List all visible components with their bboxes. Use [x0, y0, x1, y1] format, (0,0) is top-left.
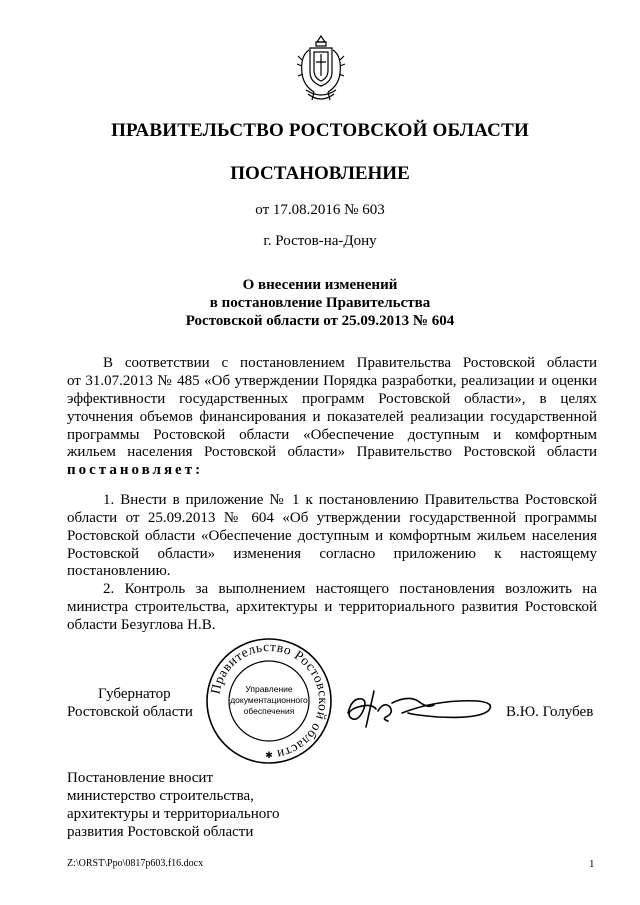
item-1-line: области от 25.09.2013 № 604 «Об утверждении государственной программы: [67, 510, 597, 526]
subject-line: в постановление Правительства: [209, 295, 431, 311]
signatory-name: В.Ю. Голубев: [506, 704, 594, 720]
decree-word: постановляет:: [67, 462, 204, 478]
document-date-number: от 17.08.2016 № 603: [255, 202, 385, 218]
preamble-line: эффективности государственных программ Ростовской области», в целях: [67, 391, 597, 407]
preamble-line: от 31.07.2013 № 485 «Об утверждении Порядка разработки, реализации и оценки: [67, 373, 597, 389]
introduced-by-line: архитектуры и территориального: [67, 806, 280, 822]
coat-of-arms-icon: [296, 34, 346, 104]
subject-line: Ростовской области от 25.09.2013 № 604: [185, 313, 455, 329]
official-seal-icon: [204, 636, 334, 766]
preamble-line: уточнения объемов финансирования и показателей реализации государственной: [67, 409, 597, 425]
seal-line: документационного: [230, 695, 308, 705]
signatory-title: Ростовской области: [67, 704, 193, 720]
introduced-by-line: развития Ростовской области: [67, 824, 254, 840]
preamble-line: жильем населения Ростовской области» Правительство Ростовской области: [67, 444, 597, 460]
preamble-line: программы Ростовской области «Обеспечение доступным и комфортным: [67, 427, 597, 443]
introduced-by-line: Постановление вносит: [67, 770, 214, 786]
subject-line: О внесении изменений: [242, 277, 398, 293]
preamble-line: В соответствии с постановлением Правительства Ростовской области: [103, 355, 597, 371]
item-2-line: министра строительства, архитектуры и территориального развития Ростовской: [67, 599, 597, 615]
seal-ring-text: Правительство Ростовской области: [207, 638, 332, 763]
organization-title: ПРАВИТЕЛЬСТВО РОСТОВСКОЙ ОБЛАСТИ: [111, 120, 529, 141]
item-2-line: 2. Контроль за выполнением настоящего постановления возложить на: [103, 581, 597, 597]
introduced-by-line: министерство строительства,: [67, 788, 254, 804]
seal-line: Управление: [245, 684, 293, 694]
document-place: г. Ростов-на-Дону: [263, 233, 377, 249]
item-1-line: Ростовской области» изменения согласно приложению к настоящему: [67, 546, 597, 562]
item-1-line: Ростовской области «Обеспечение доступным и комфортным жильем населения: [67, 528, 597, 544]
document-kind: ПОСТАНОВЛЕНИЕ: [230, 163, 410, 184]
seal-line: обеспечения: [243, 706, 295, 716]
item-1-line: постановлению.: [67, 563, 171, 579]
handwritten-signature-icon: [338, 683, 500, 733]
item-2-line: области Безуглова Н.В.: [67, 617, 216, 633]
svg-text:✱: ✱: [265, 750, 273, 760]
signatory-title: Губернатор: [98, 686, 171, 702]
page-number: 1: [589, 858, 595, 870]
item-1-line: 1. Внести в приложение № 1 к постановлению Правительства Ростовской: [103, 492, 597, 508]
footer-file-path: Z:\ORST\Ppo\0817p603.f16.docx: [67, 858, 204, 869]
